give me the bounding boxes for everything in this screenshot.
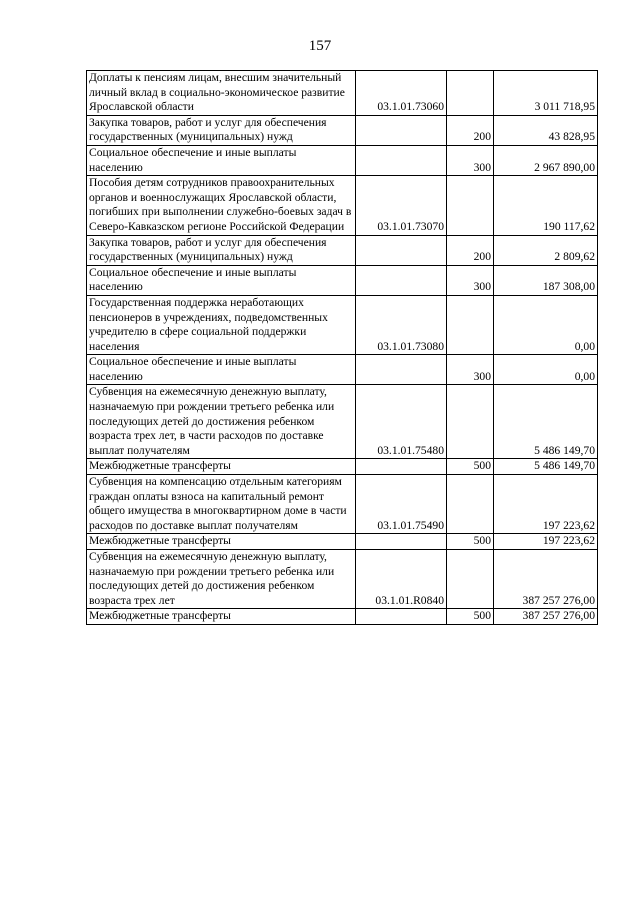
row-type: 200 bbox=[447, 115, 494, 145]
row-code bbox=[356, 355, 447, 385]
row-type bbox=[447, 295, 494, 354]
row-code: 03.1.01.73070 bbox=[356, 176, 447, 235]
row-sum: 387 257 276,00 bbox=[494, 609, 598, 625]
row-code: 03.1.01.R0840 bbox=[356, 550, 447, 609]
row-code: 03.1.01.73060 bbox=[356, 71, 447, 116]
row-name: Закупка товаров, работ и услуг для обеспечения государственных (муниципальных) нужд bbox=[87, 235, 356, 265]
row-code: 03.1.01.75480 bbox=[356, 385, 447, 459]
row-sum: 187 308,00 bbox=[494, 265, 598, 295]
row-type bbox=[447, 475, 494, 534]
row-code bbox=[356, 534, 447, 550]
table-row bbox=[87, 534, 598, 550]
row-name: Социальное обеспечение и иные выплаты населению bbox=[87, 265, 356, 295]
row-code bbox=[356, 115, 447, 145]
row-name: Доплаты к пенсиям лицам, внесшим значительный личный вклад в социально-экономическое развитие Ярославской области bbox=[87, 71, 356, 116]
table-row bbox=[87, 265, 598, 295]
row-type: 500 bbox=[447, 459, 494, 475]
table-row bbox=[87, 475, 598, 534]
row-sum: 2 967 890,00 bbox=[494, 145, 598, 175]
row-name: Государственная поддержка неработающих пенсионеров в учреждениях, подведомственных учредителю в сфере социальной поддержки населения bbox=[87, 295, 356, 354]
budget-table bbox=[86, 70, 598, 625]
row-sum: 5 486 149,70 bbox=[494, 385, 598, 459]
row-type: 500 bbox=[447, 609, 494, 625]
table-row bbox=[87, 145, 598, 175]
row-type bbox=[447, 550, 494, 609]
row-type bbox=[447, 176, 494, 235]
table-row bbox=[87, 295, 598, 354]
table-row bbox=[87, 385, 598, 459]
table-row bbox=[87, 459, 598, 475]
row-name: Закупка товаров, работ и услуг для обеспечения государственных (муниципальных) нужд bbox=[87, 115, 356, 145]
row-name: Межбюджетные трансферты bbox=[87, 534, 356, 550]
row-code bbox=[356, 609, 447, 625]
row-name: Пособия детям сотрудников правоохранительных органов и военнослужащих Ярославской области, погибших при выполнении служебно-боевых задач в Северо-Кавказском регионе Российской Федерации bbox=[87, 176, 356, 235]
row-code: 03.1.01.75490 bbox=[356, 475, 447, 534]
row-name: Субвенция на ежемесячную денежную выплату, назначаемую при рождении третьего ребенка или последующих детей до достижения ребенком возраста трех лет, в части расходов по доставке выплат получателям bbox=[87, 385, 356, 459]
row-name: Социальное обеспечение и иные выплаты населению bbox=[87, 355, 356, 385]
row-code bbox=[356, 459, 447, 475]
table-row bbox=[87, 176, 598, 235]
row-code: 03.1.01.73080 bbox=[356, 295, 447, 354]
row-type: 200 bbox=[447, 235, 494, 265]
row-name: Социальное обеспечение и иные выплаты населению bbox=[87, 145, 356, 175]
row-sum: 387 257 276,00 bbox=[494, 550, 598, 609]
row-type: 500 bbox=[447, 534, 494, 550]
row-sum: 190 117,62 bbox=[494, 176, 598, 235]
row-code bbox=[356, 265, 447, 295]
row-sum: 197 223,62 bbox=[494, 475, 598, 534]
row-name: Субвенция на компенсацию отдельным категориям граждан оплаты взноса на капитальный ремонт общего имущества в многоквартирном доме в части расходов по доставке выплат получателям bbox=[87, 475, 356, 534]
row-code bbox=[356, 235, 447, 265]
row-sum: 197 223,62 bbox=[494, 534, 598, 550]
row-type bbox=[447, 71, 494, 116]
row-sum: 0,00 bbox=[494, 355, 598, 385]
row-sum: 2 809,62 bbox=[494, 235, 598, 265]
row-sum: 43 828,95 bbox=[494, 115, 598, 145]
table-row bbox=[87, 235, 598, 265]
table-row bbox=[87, 355, 598, 385]
page-number: 157 bbox=[308, 38, 332, 54]
row-code bbox=[356, 145, 447, 175]
row-name: Межбюджетные трансферты bbox=[87, 609, 356, 625]
row-name: Межбюджетные трансферты bbox=[87, 459, 356, 475]
table-row bbox=[87, 550, 598, 609]
row-sum: 3 011 718,95 bbox=[494, 71, 598, 116]
row-name: Субвенция на ежемесячную денежную выплату, назначаемую при рождении третьего ребенка или последующих детей до достижения ребенком возраста трех лет bbox=[87, 550, 356, 609]
row-type: 300 bbox=[447, 265, 494, 295]
row-sum: 5 486 149,70 bbox=[494, 459, 598, 475]
table-row bbox=[87, 609, 598, 625]
row-type: 300 bbox=[447, 355, 494, 385]
table-row bbox=[87, 115, 598, 145]
row-type: 300 bbox=[447, 145, 494, 175]
row-type bbox=[447, 385, 494, 459]
row-sum: 0,00 bbox=[494, 295, 598, 354]
table-row bbox=[87, 71, 598, 116]
